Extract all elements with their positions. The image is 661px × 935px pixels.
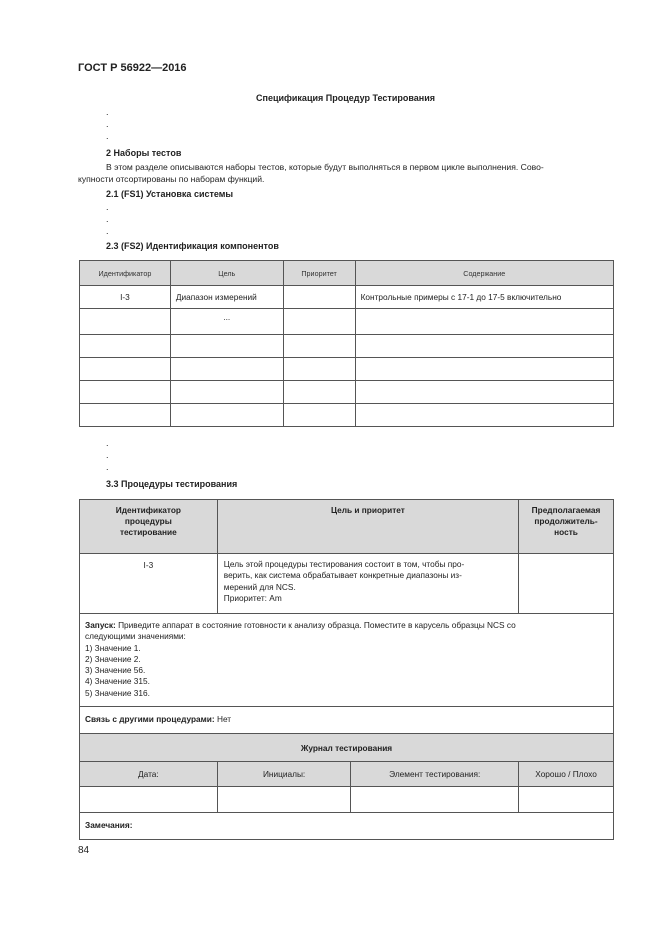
value-item: 3) Значение 56. — [85, 665, 146, 676]
journal-entry-row — [80, 787, 614, 813]
journal-cell — [217, 787, 351, 813]
table-cell: Диапазон измерений — [170, 286, 283, 309]
link-row — [80, 707, 614, 734]
journal-cell — [80, 787, 218, 813]
header-line: продолжитель- — [534, 516, 598, 526]
section-3-3-title: 3.3 Процедуры тестирования — [106, 479, 238, 489]
table-cell — [283, 286, 355, 309]
table-row — [80, 286, 614, 309]
value-item: 5) Значение 316. — [85, 687, 150, 698]
journal-col-date: Дата: — [80, 762, 218, 787]
header-duration — [519, 500, 614, 554]
table-cell — [80, 381, 171, 404]
journal-col-initials: Инициалы: — [217, 762, 351, 787]
table-row — [80, 381, 614, 404]
table-row — [80, 554, 614, 614]
ellipsis-dot: . — [106, 131, 109, 141]
launch-line — [85, 620, 608, 631]
paragraph-line: купности отсортированы по наборам функций. — [78, 173, 265, 184]
table-cell — [283, 309, 355, 335]
table-header-row — [80, 261, 614, 286]
table-cell — [283, 335, 355, 358]
ellipsis-dot: . — [106, 119, 109, 129]
launch-line: следующими значениями: — [85, 631, 186, 642]
column-header: Приоритет — [283, 261, 355, 286]
launch-row — [80, 614, 614, 707]
goal-line: верить, как система обрабатывает конкретные диапазоны из- — [223, 570, 462, 581]
header-line: Идентификатор — [115, 505, 181, 515]
journal-col-test-item: Элемент тестирования: — [351, 762, 519, 787]
ellipsis-dot: . — [106, 226, 109, 236]
ellipsis-dot: . — [106, 214, 109, 224]
table-cell — [170, 335, 283, 358]
launch-label: Запуск: — [85, 620, 116, 630]
ellipsis-dot: . — [106, 450, 109, 460]
component-table — [79, 260, 614, 427]
column-header: Идентификатор — [80, 261, 171, 286]
ellipsis-dot: . — [106, 438, 109, 448]
column-header: Цель — [170, 261, 283, 286]
table-cell — [283, 381, 355, 404]
table-cell — [355, 404, 613, 427]
duration-cell — [519, 554, 614, 614]
value-item: 1) Значение 1. — [85, 642, 141, 653]
ellipsis-dot: . — [106, 107, 109, 117]
ellipsis-dot: . — [106, 462, 109, 472]
procedure-table — [79, 499, 614, 840]
link-label: Связь с другими процедурами: — [85, 714, 215, 725]
launch-cell — [80, 614, 614, 707]
table-cell — [355, 358, 613, 381]
table-cell — [170, 358, 283, 381]
journal-title: Журнал тестирования — [80, 734, 614, 762]
journal-cell — [519, 787, 614, 813]
launch-text: Приведите аппарат в состояние готовности к анализу образца. Поместите в карусель образцы NCS со — [115, 620, 516, 630]
journal-title-row — [80, 734, 614, 762]
table-cell — [170, 404, 283, 427]
page-number: 84 — [78, 845, 90, 856]
table-cell: Контрольные примеры с 17-1 до 17-5 включительно — [355, 286, 613, 309]
paragraph-line: В этом разделе описываются наборы тестов, которые будут выполняться в первом цикле выполнения. Сово- — [106, 162, 544, 172]
header-goal-priority: Цель и приоритет — [217, 500, 518, 554]
table-header-row — [80, 500, 614, 554]
header-line: Предполагаемая — [531, 505, 601, 515]
table-cell — [283, 404, 355, 427]
table-cell — [80, 404, 171, 427]
header-line: тестирование — [119, 527, 177, 537]
goal-line: Цель этой процедуры тестирования состоит в том, чтобы про- — [223, 559, 465, 569]
remarks-label: Замечания: — [80, 813, 614, 840]
journal-col-result: Хорошо / Плохо — [519, 762, 614, 787]
journal-cell — [351, 787, 519, 813]
table-cell — [355, 309, 613, 335]
section-2-title: 2 Наборы тестов — [106, 148, 182, 158]
table-cell — [283, 358, 355, 381]
document-header: ГОСТ Р 56922—2016 — [78, 62, 187, 74]
goal-line: мерений для NCS. — [223, 581, 296, 592]
table-cell: ... — [170, 309, 283, 335]
table-row — [80, 404, 614, 427]
section-2-paragraph — [78, 162, 614, 185]
header-procedure-id — [80, 500, 218, 554]
table-row — [80, 335, 614, 358]
table-row — [80, 309, 614, 335]
goal-cell — [217, 554, 518, 614]
table-cell — [355, 335, 613, 358]
remarks-row — [80, 813, 614, 840]
table-cell: I-3 — [80, 286, 171, 309]
table-cell — [80, 335, 171, 358]
section-2-3-title: 2.3 (FS2) Идентификация компонентов — [106, 241, 279, 251]
link-value: Нет — [214, 714, 232, 725]
table-cell — [80, 309, 171, 335]
ellipsis-dot: . — [106, 202, 109, 212]
table-cell — [355, 381, 613, 404]
procedure-id-cell: I-3 — [80, 554, 218, 614]
table-cell — [170, 381, 283, 404]
column-header: Содержание — [355, 261, 613, 286]
table-cell — [80, 358, 171, 381]
section-2-1-title: 2.1 (FS1) Установка системы — [106, 189, 234, 199]
spec-title: Спецификация Процедур Тестирования — [256, 93, 435, 103]
priority-line: Приоритет: Am — [223, 592, 282, 603]
value-item: 4) Значение 315. — [85, 676, 150, 687]
journal-header-row — [80, 762, 614, 787]
table-row — [80, 358, 614, 381]
header-line: ность — [554, 527, 578, 537]
link-cell — [80, 707, 614, 734]
header-line: процедуры — [124, 516, 172, 526]
value-item: 2) Значение 2. — [85, 653, 141, 664]
